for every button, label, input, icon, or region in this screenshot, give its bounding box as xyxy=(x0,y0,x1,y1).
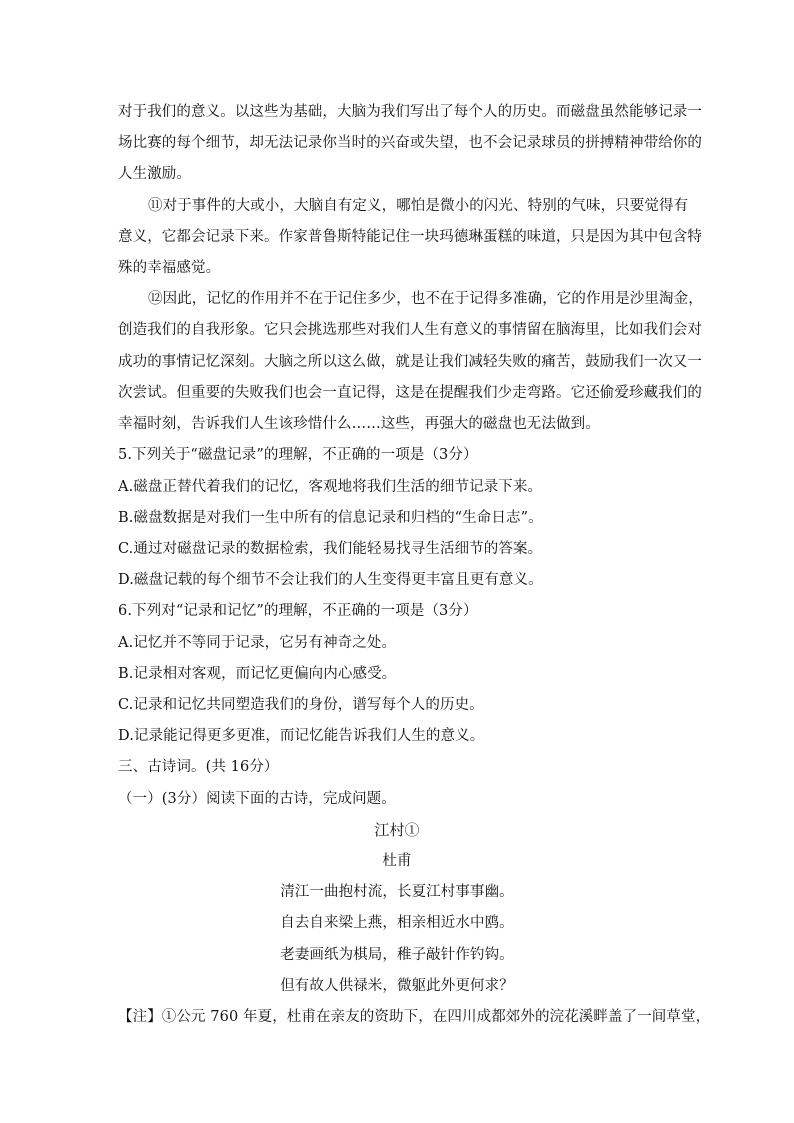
question-6-option-d: D.记录能记得更多更准，而记忆能告诉我们人生的意义。 xyxy=(118,728,485,744)
poem-line: 但有故人供禄米，微躯此外更何求？ xyxy=(280,978,514,994)
poem-line: 清江一曲抱村流，长夏江村事事幽。 xyxy=(280,884,514,900)
passage-line: 人生激励。 xyxy=(118,166,191,182)
passage-line: 创造我们的自我形象。它只会挑选那些对我们人生有意义的事情留在脑海里，比如我们会对 xyxy=(118,322,702,338)
passage-line: 殊的幸福感觉。 xyxy=(118,260,221,276)
passage-line: 成功的事情记忆深刻。大脑之所以这么做，就是让我们减轻失败的痛苦，鼓励我们一次又一 xyxy=(118,354,702,370)
section-subheading: （一）(3分）阅读下面的古诗，完成问题。 xyxy=(118,791,396,807)
question-5-option-c: C.通过对磁盘记录的数据检索，我们能轻易找寻生活细节的答案。 xyxy=(118,541,543,557)
section-heading: 三、古诗词。(共 16分） xyxy=(118,759,279,775)
passage-line: 场比赛的每个细节，却无法记录你当时的兴奋或失望，也不会记录球员的拼搏精神带给你的 xyxy=(118,135,702,151)
poem-author: 杜甫 xyxy=(382,853,412,869)
question-5-option-a: A.磁盘正替代着我们的记忆，客观地将我们生活的细节记录下来。 xyxy=(118,479,543,495)
question-6-option-c: C.记录和记忆共同塑造我们的身份，谱写每个人的历史。 xyxy=(118,697,484,713)
question-5-stem: 5.下列关于“磁盘记录”的理解，不正确的一项是（3分） xyxy=(118,447,478,463)
passage-line: 对于我们的意义。以这些为基础，大脑为我们写出了每个人的历史。而磁盘虽然能够记录一 xyxy=(118,104,702,120)
poem-line: 老妻画纸为棋局，稚子敲针作钓钩。 xyxy=(280,947,514,963)
passage-line: ⑫因此，记忆的作用并不在于记住多少，也不在于记得多准确，它的作用是沙里淘金， xyxy=(148,291,703,307)
question-6-option-a: A.记忆并不等同于记录，它另有神奇之处。 xyxy=(118,635,397,651)
passage-line: ⑪对于事件的大或小，大脑自有定义，哪怕是微小的闪光、特别的气味，只要觉得有 xyxy=(148,198,689,214)
question-6-stem: 6.下列对“记录和记忆”的理解，不正确的一项是（3分） xyxy=(118,603,478,619)
question-6-option-b: B.记录相对客观，而记忆更偏向内心感受。 xyxy=(118,666,397,682)
passage-line: 意义，它都会记录下来。作家普鲁斯特能记住一块玛德琳蛋糕的味道，只是因为其中包含特 xyxy=(118,229,702,245)
question-5-option-b: B.磁盘数据是对我们一生中所有的信息记录和归档的“生命日志”。 xyxy=(118,510,543,526)
poem-note: 【注】①公元 760 年夏，杜甫在亲友的资助下，在四川成都郊外的浣花溪畔盖了一间草堂， xyxy=(118,1009,711,1025)
poem-title: 江村① xyxy=(374,821,420,839)
poem-line: 自去自来梁上燕，相亲相近水中鸥。 xyxy=(280,915,514,931)
question-5-option-d: D.磁盘记载的每个细节不会让我们的人生变得更丰富且更有意义。 xyxy=(118,572,543,588)
passage-line: 次尝试。但重要的失败我们也会一直记得，这是在提醒我们少走弯路。它还偷爱珍藏我们的 xyxy=(118,385,702,401)
passage-line: 幸福时刻，告诉我们人生该珍惜什么……这些，再强大的磁盘也无法做到。 xyxy=(118,416,600,432)
